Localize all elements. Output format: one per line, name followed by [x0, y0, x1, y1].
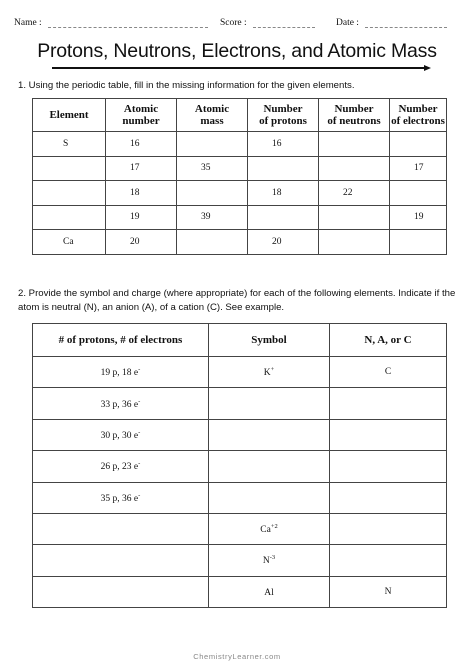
answer-blank-cell[interactable]: [177, 132, 248, 157]
table-cell: [209, 545, 330, 576]
column-header-type: N, A, or C: [330, 324, 447, 357]
table-row: [33, 388, 447, 419]
name-blank-line[interactable]: [48, 18, 208, 28]
table-row: [33, 513, 447, 544]
cell-text: 30 p, 30 e: [100, 431, 139, 442]
charge-superscript: -: [138, 491, 141, 499]
answer-blank-cell[interactable]: [33, 576, 209, 607]
question-2-text: 2. Provide the symbol and charge (where appropriate) for each of the following elements. Indicate if the atom is neutral (N), an anion (A), of a cation (C). See example.: [18, 288, 456, 313]
score-blank-line[interactable]: [253, 18, 315, 28]
answer-blank-cell[interactable]: [33, 181, 106, 206]
cell-text: K: [263, 368, 271, 379]
table-cell: 22: [319, 181, 390, 206]
column-header-2: [177, 99, 248, 132]
answer-blank-cell[interactable]: [319, 132, 390, 157]
table-cell: 19: [390, 205, 447, 230]
table-row: [33, 419, 447, 450]
table-row: [33, 545, 447, 576]
column-header-line-1: Atomic: [123, 103, 159, 115]
answer-blank-cell[interactable]: [209, 419, 330, 450]
column-header-line-2: mass: [200, 115, 224, 127]
table-cell: [209, 357, 330, 388]
cell-text: 19 p, 18 e: [100, 368, 139, 379]
charge-superscript: +2: [270, 523, 278, 531]
answer-blank-cell[interactable]: [319, 156, 390, 181]
table-row: [33, 132, 447, 157]
table-cell: 20: [248, 230, 319, 255]
answer-blank-cell[interactable]: [33, 205, 106, 230]
charge-superscript: -: [138, 397, 141, 405]
page-title: Protons, Neutrons, Electrons, and Atomic Mass: [37, 40, 437, 62]
column-header-4: [319, 99, 390, 132]
table-cell: [209, 513, 330, 544]
table-cell: Ca: [33, 230, 106, 255]
answer-blank-cell[interactable]: [177, 230, 248, 255]
answer-blank-cell[interactable]: [319, 230, 390, 255]
score-field[interactable]: [220, 18, 315, 28]
table-cell: [330, 576, 447, 607]
cell-text: 35 p, 36 e: [100, 493, 139, 504]
answer-blank-cell[interactable]: [319, 205, 390, 230]
cell-text: 33 p, 36 e: [100, 399, 139, 410]
column-header-line-2: of protons: [259, 115, 307, 127]
table-row: [33, 205, 447, 230]
cell-text: 26 p, 23 e: [100, 462, 139, 473]
answer-blank-cell[interactable]: [248, 205, 319, 230]
score-label: Score :: [220, 18, 247, 28]
table-cell: 19: [106, 205, 177, 230]
table-row: [33, 230, 447, 255]
table-cell: 17: [106, 156, 177, 181]
charge-superscript: -: [138, 460, 141, 468]
table-cell: 39: [177, 205, 248, 230]
column-header-0: [33, 99, 106, 132]
column-header-line-2: of electrons: [391, 115, 445, 127]
answer-blank-cell[interactable]: [177, 181, 248, 206]
column-header-line-1: Number: [334, 103, 374, 115]
table-row: [33, 451, 447, 482]
element-properties-table: [32, 98, 447, 255]
column-header-line-2: number: [122, 115, 160, 127]
column-header-3: [248, 99, 319, 132]
column-header-line-1: Number: [398, 103, 438, 115]
cell-text: C: [384, 367, 392, 378]
charge-superscript: +: [270, 366, 275, 374]
table-cell: [330, 357, 447, 388]
column-header-particles: # of protons, # of electrons: [33, 324, 209, 357]
answer-blank-cell[interactable]: [209, 482, 330, 513]
answer-blank-cell[interactable]: [330, 451, 447, 482]
table-cell: [33, 388, 209, 419]
answer-blank-cell[interactable]: [330, 545, 447, 576]
column-header-line-1: Atomic: [194, 103, 230, 115]
table-row: [33, 357, 447, 388]
table-cell: [33, 451, 209, 482]
cell-text: Ca: [260, 525, 271, 536]
answer-blank-cell[interactable]: [390, 132, 447, 157]
cell-text: Al: [264, 588, 274, 598]
cell-text: N: [262, 556, 270, 567]
table-cell: [33, 357, 209, 388]
title-underline-arrow: [52, 67, 426, 69]
answer-blank-cell[interactable]: [330, 513, 447, 544]
table-cell: 20: [106, 230, 177, 255]
table-row: [33, 576, 447, 607]
answer-blank-cell[interactable]: [330, 482, 447, 513]
name-field[interactable]: [14, 18, 208, 28]
name-label: Name :: [14, 18, 42, 28]
table-header-row: [33, 324, 447, 357]
table-cell: 16: [106, 132, 177, 157]
answer-blank-cell[interactable]: [330, 388, 447, 419]
column-header-1: [106, 99, 177, 132]
answer-blank-cell[interactable]: [390, 181, 447, 206]
answer-blank-cell[interactable]: [330, 419, 447, 450]
column-header-line-2: of neutrons: [327, 115, 381, 127]
table-header-row: [33, 99, 447, 132]
table-row: [33, 156, 447, 181]
worksheet-header: [14, 18, 460, 32]
question-1-text: 1. Using the periodic table, fill in the missing information for the given elements.: [18, 80, 355, 91]
charge-superscript: -: [138, 428, 141, 436]
answer-blank-cell[interactable]: [33, 545, 209, 576]
charge-superscript: -3: [269, 554, 276, 562]
date-field[interactable]: [336, 18, 447, 28]
date-blank-line[interactable]: [365, 18, 447, 28]
footer-site-credit: ChemistryLearner.com: [193, 652, 281, 661]
table-cell: S: [33, 132, 106, 157]
table-cell: 18: [248, 181, 319, 206]
charge-superscript: -: [138, 366, 141, 374]
answer-blank-cell[interactable]: [390, 230, 447, 255]
answer-blank-cell[interactable]: [33, 156, 106, 181]
cell-text: N: [384, 586, 392, 597]
date-label: Date :: [336, 18, 359, 28]
table-row: [33, 482, 447, 513]
column-header-symbol: Symbol: [209, 324, 330, 357]
table-cell: [33, 419, 209, 450]
answer-blank-cell[interactable]: [33, 513, 209, 544]
table-cell: 35: [177, 156, 248, 181]
table-cell: 18: [106, 181, 177, 206]
table-cell: 16: [248, 132, 319, 157]
column-header-line-1: Element: [49, 109, 89, 121]
table-row: [33, 181, 447, 206]
answer-blank-cell[interactable]: [248, 156, 319, 181]
column-header-line-1: Number: [263, 103, 303, 115]
table-cell: 17: [390, 156, 447, 181]
answer-blank-cell[interactable]: [209, 451, 330, 482]
answer-blank-cell[interactable]: [209, 388, 330, 419]
column-header-5: [390, 99, 447, 132]
table-cell: [33, 482, 209, 513]
symbol-charge-table: [32, 323, 447, 608]
table-cell: [209, 576, 330, 607]
